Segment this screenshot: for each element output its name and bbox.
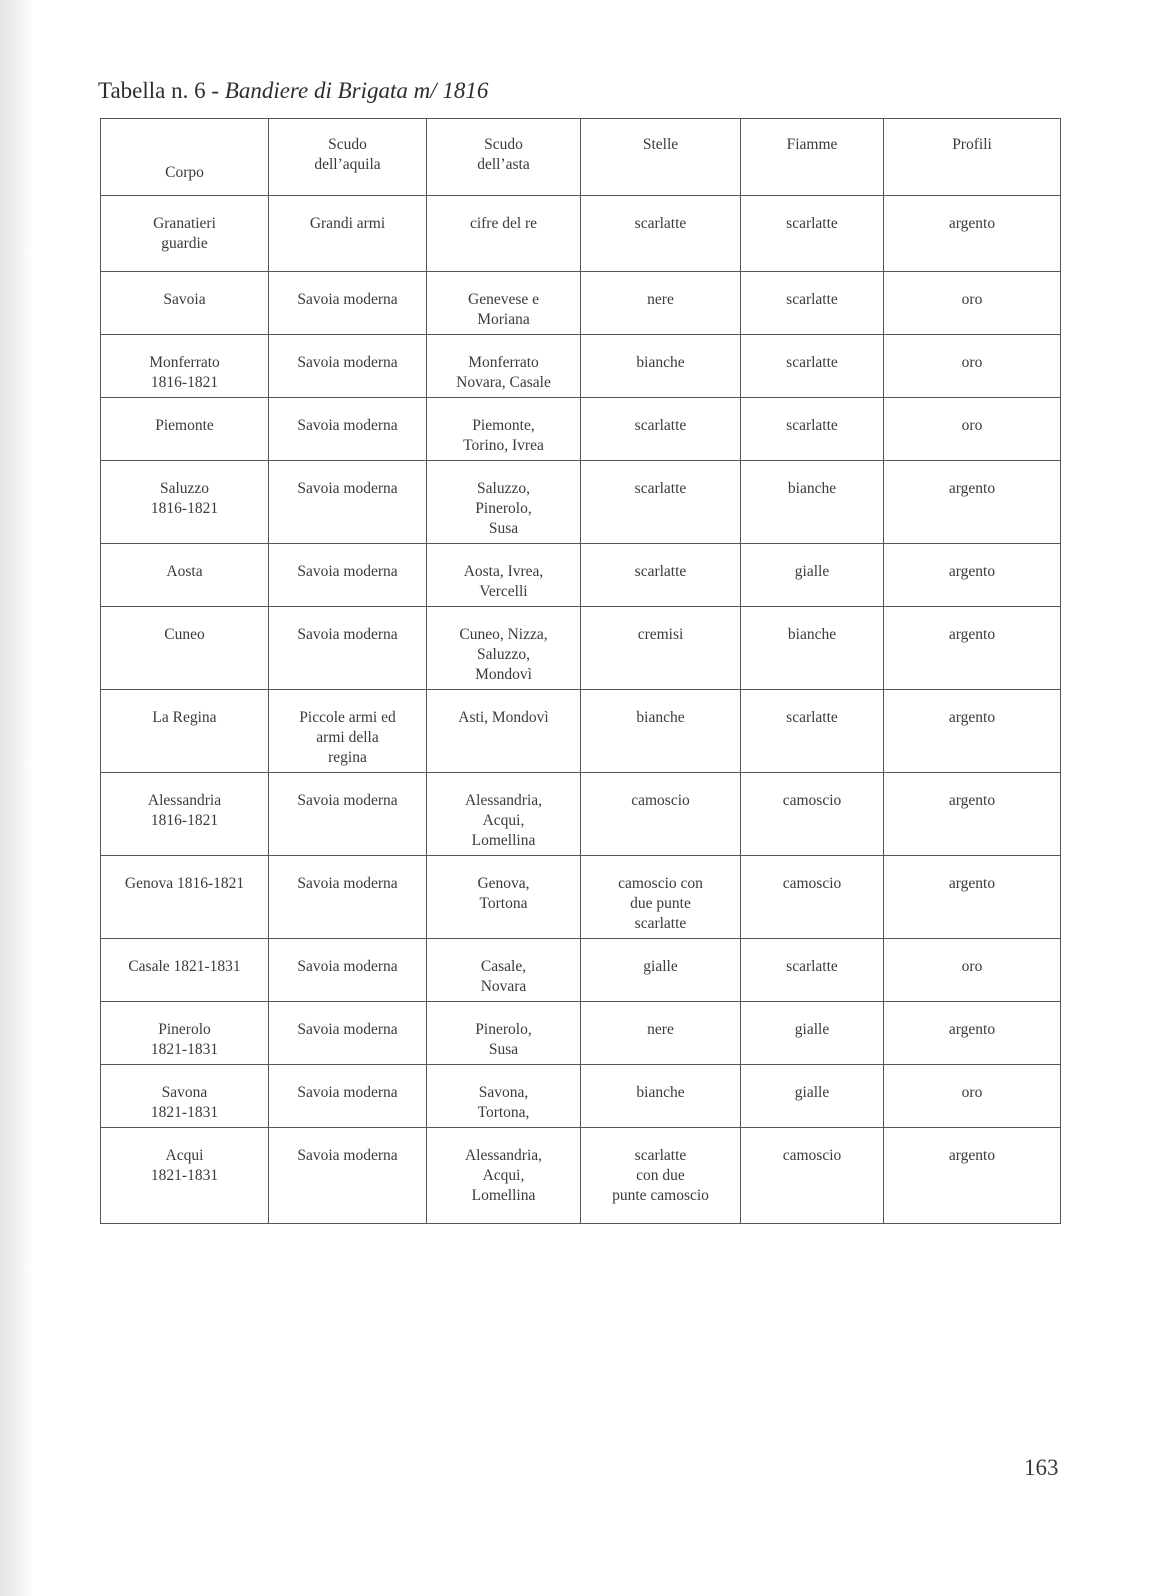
cell-aquila: [269, 773, 427, 856]
cell-corpo: [101, 1065, 269, 1128]
cell-stelle: [581, 335, 741, 398]
cell-fiamme: [741, 461, 884, 544]
cell-fiamme: [741, 1002, 884, 1065]
table-row: [101, 856, 1061, 939]
header-profili: [884, 119, 1061, 196]
table-row: [101, 272, 1061, 335]
cell-profili: [884, 461, 1061, 544]
cell-line: oro: [961, 1084, 983, 1101]
cell-asta: [427, 1002, 581, 1065]
cell-line: cremisi: [637, 626, 684, 643]
cell-line: bianche: [787, 626, 837, 643]
cell-line: Granatieri: [153, 215, 216, 232]
table-row: [101, 1002, 1061, 1065]
cell-line: Casale 1821-1831: [128, 958, 241, 975]
cell-fiamme: [741, 544, 884, 607]
cell-aquila: [269, 398, 427, 461]
cell-asta: [427, 856, 581, 939]
cell-line: scarlatte: [634, 480, 687, 497]
cell-line: argento: [948, 792, 996, 809]
cell-line: Susa: [488, 520, 519, 537]
cell-corpo: [101, 773, 269, 856]
cell-line: Saluzzo: [159, 480, 210, 497]
header-corpo: [101, 119, 269, 196]
cell-aquila: [269, 690, 427, 773]
cell-line: guardie: [161, 235, 208, 252]
cell-asta: [427, 544, 581, 607]
cell-profili: [884, 272, 1061, 335]
cell-line: Grandi armi: [309, 215, 386, 232]
header-line: dell’asta: [477, 156, 530, 173]
cell-stelle: [581, 690, 741, 773]
cell-line: camoscio con: [618, 875, 703, 892]
cell-line: camoscio: [782, 875, 842, 892]
cell-line: argento: [948, 626, 996, 643]
cell-line: Lomellina: [471, 1187, 536, 1204]
cell-aquila: [269, 939, 427, 1002]
cell-asta: [427, 272, 581, 335]
cell-fiamme: [741, 1065, 884, 1128]
cell-line: Savoia moderna: [297, 792, 398, 809]
cell-fiamme: [741, 773, 884, 856]
cell-line: gialle: [794, 1021, 830, 1038]
cell-profili: [884, 607, 1061, 690]
cell-corpo: [101, 1128, 269, 1224]
table-row: [101, 690, 1061, 773]
table-row: [101, 1065, 1061, 1128]
cell-stelle: [581, 196, 741, 272]
cell-profili: [884, 335, 1061, 398]
cell-corpo: [101, 461, 269, 544]
cell-line: Saluzzo,: [477, 646, 530, 663]
cell-corpo: [101, 939, 269, 1002]
cell-line: Savoia moderna: [297, 1021, 398, 1038]
cell-corpo: [101, 544, 269, 607]
header-stelle: [581, 119, 741, 196]
cell-fiamme: [741, 607, 884, 690]
cell-line: Tortona: [479, 895, 528, 912]
cell-line: armi della: [316, 729, 379, 746]
cell-line: Aosta, Ivrea,: [463, 563, 544, 580]
cell-fiamme: [741, 939, 884, 1002]
cell-line: camoscio: [782, 792, 842, 809]
cell-aquila: [269, 607, 427, 690]
cell-line: Saluzzo,: [477, 480, 530, 497]
table-row: [101, 773, 1061, 856]
cell-line: punte camoscio: [612, 1187, 709, 1204]
cell-fiamme: [741, 272, 884, 335]
cell-line: 1821-1831: [150, 1167, 219, 1184]
cell-corpo: [101, 398, 269, 461]
cell-line: Piemonte: [155, 417, 214, 434]
cell-line: 1816-1821: [150, 374, 219, 391]
cell-fiamme: [741, 1128, 884, 1224]
cell-line: Pinerolo,: [475, 1021, 532, 1038]
cell-aquila: [269, 196, 427, 272]
cell-asta: [427, 196, 581, 272]
cell-line: scarlatte: [786, 354, 838, 371]
cell-line: scarlatte: [634, 915, 687, 932]
cell-line: Tortona,: [477, 1104, 530, 1121]
cell-corpo: [101, 690, 269, 773]
cell-aquila: [269, 272, 427, 335]
table-row: [101, 461, 1061, 544]
brigade-flags-table: [100, 118, 1061, 1224]
cell-line: Moriana: [477, 311, 530, 328]
cell-line: Savoia moderna: [297, 875, 398, 892]
cell-line: bianche: [636, 354, 685, 371]
cell-line: Acqui: [165, 1147, 204, 1164]
cell-line: 1816-1821: [150, 500, 219, 517]
cell-line: scarlatte: [634, 563, 687, 580]
caption-title: Bandiere di Brigata m/ 1816: [224, 78, 489, 103]
header-row: [101, 119, 1061, 196]
cell-corpo: [101, 335, 269, 398]
cell-line: Torino, Ivrea: [463, 437, 544, 454]
header-line: Scudo: [328, 136, 367, 153]
cell-line: Pinerolo: [158, 1021, 211, 1038]
cell-line: scarlatte: [634, 417, 687, 434]
cell-fiamme: [741, 398, 884, 461]
cell-line: Savona: [161, 1084, 208, 1101]
cell-line: Alessandria,: [464, 1147, 543, 1164]
cell-line: cifre del re: [469, 215, 538, 232]
cell-line: nere: [647, 1021, 674, 1038]
cell-line: 1821-1831: [150, 1041, 219, 1058]
cell-profili: [884, 690, 1061, 773]
cell-corpo: [101, 272, 269, 335]
cell-line: camoscio: [631, 792, 690, 809]
cell-line: Acqui,: [482, 1167, 525, 1184]
cell-asta: [427, 335, 581, 398]
header-line: Scudo: [484, 136, 523, 153]
cell-line: La Regina: [152, 709, 217, 726]
cell-line: Savona,: [478, 1084, 529, 1101]
cell-line: Asti, Mondovì: [458, 709, 549, 726]
cell-line: scarlatte: [786, 417, 838, 434]
cell-profili: [884, 398, 1061, 461]
cell-line: 1816-1821: [150, 812, 219, 829]
cell-stelle: [581, 773, 741, 856]
table-row: [101, 607, 1061, 690]
cell-line: argento: [948, 875, 996, 892]
cell-profili: [884, 544, 1061, 607]
cell-stelle: [581, 544, 741, 607]
cell-asta: [427, 690, 581, 773]
cell-line: Aosta: [166, 563, 203, 580]
cell-line: camoscio: [782, 1147, 842, 1164]
cell-line: argento: [948, 563, 996, 580]
cell-line: Savoia moderna: [297, 291, 398, 308]
cell-line: oro: [961, 958, 983, 975]
cell-asta: [427, 607, 581, 690]
header-line: Profili: [952, 136, 992, 153]
page-number: 163: [1024, 1455, 1059, 1480]
table-caption: [98, 78, 488, 104]
cell-corpo: [101, 1002, 269, 1065]
header-line: dell’aquila: [314, 156, 381, 173]
cell-stelle: [581, 1002, 741, 1065]
cell-line: Alessandria: [147, 792, 222, 809]
cell-line: Casale,: [480, 958, 527, 975]
cell-fiamme: [741, 690, 884, 773]
cell-line: Alessandria,: [464, 792, 543, 809]
cell-line: argento: [948, 1147, 996, 1164]
cell-line: Savoia moderna: [297, 958, 398, 975]
cell-aquila: [269, 461, 427, 544]
cell-line: Monferrato: [149, 354, 220, 371]
cell-profili: [884, 856, 1061, 939]
table-row: [101, 398, 1061, 461]
cell-fiamme: [741, 335, 884, 398]
cell-corpo: [101, 196, 269, 272]
cell-line: scarlatte: [786, 958, 838, 975]
cell-line: Savoia moderna: [297, 1084, 398, 1101]
cell-line: argento: [948, 1021, 996, 1038]
cell-line: Pinerolo,: [475, 500, 532, 517]
page-gutter-shadow: [0, 0, 34, 1596]
cell-line: Cuneo: [164, 626, 205, 643]
cell-profili: [884, 1065, 1061, 1128]
cell-aquila: [269, 1002, 427, 1065]
cell-line: Savoia moderna: [297, 1147, 398, 1164]
cell-line: con due: [636, 1167, 685, 1184]
cell-stelle: [581, 939, 741, 1002]
cell-line: Savoia moderna: [297, 626, 398, 643]
cell-line: oro: [961, 417, 983, 434]
cell-line: argento: [948, 709, 996, 726]
header-fiamme: [741, 119, 884, 196]
cell-line: Acqui,: [482, 812, 525, 829]
cell-profili: [884, 1128, 1061, 1224]
cell-stelle: [581, 1128, 741, 1224]
header-scudo-aquila: [269, 119, 427, 196]
cell-profili: [884, 1002, 1061, 1065]
cell-aquila: [269, 335, 427, 398]
cell-line: scarlatte: [634, 1147, 687, 1164]
cell-line: argento: [948, 215, 996, 232]
cell-asta: [427, 939, 581, 1002]
cell-line: Genova,: [477, 875, 530, 892]
table-row: [101, 544, 1061, 607]
cell-asta: [427, 461, 581, 544]
header-line: Fiamme: [786, 136, 838, 153]
cell-line: Mondovì: [475, 666, 532, 683]
cell-asta: [427, 1128, 581, 1224]
cell-stelle: [581, 272, 741, 335]
header-line: Stelle: [642, 136, 679, 153]
table-body: [101, 196, 1061, 1224]
cell-stelle: [581, 398, 741, 461]
cell-asta: [427, 1065, 581, 1128]
cell-line: argento: [948, 480, 996, 497]
cell-line: gialle: [794, 563, 830, 580]
cell-line: nere: [647, 291, 674, 308]
cell-line: bianche: [636, 1084, 685, 1101]
cell-aquila: [269, 1065, 427, 1128]
cell-line: Genevese e: [468, 291, 539, 308]
cell-line: Monferrato: [468, 354, 539, 371]
cell-asta: [427, 773, 581, 856]
cell-line: Savoia moderna: [297, 563, 398, 580]
cell-profili: [884, 196, 1061, 272]
cell-line: bianche: [636, 709, 685, 726]
cell-stelle: [581, 461, 741, 544]
cell-line: Piemonte,: [472, 417, 535, 434]
cell-aquila: [269, 1128, 427, 1224]
header-line: Corpo: [165, 164, 204, 181]
cell-line: Savoia: [163, 291, 206, 308]
cell-corpo: [101, 607, 269, 690]
cell-line: bianche: [787, 480, 837, 497]
cell-corpo: [101, 856, 269, 939]
cell-profili: [884, 939, 1061, 1002]
cell-line: Vercelli: [479, 583, 528, 600]
cell-line: gialle: [643, 958, 678, 975]
cell-line: Savoia moderna: [297, 417, 398, 434]
cell-line: Novara: [480, 978, 527, 995]
cell-line: oro: [961, 354, 983, 371]
cell-stelle: [581, 1065, 741, 1128]
table-row: [101, 196, 1061, 272]
cell-line: Savoia moderna: [297, 480, 398, 497]
cell-asta: [427, 398, 581, 461]
cell-fiamme: [741, 856, 884, 939]
cell-line: Cuneo, Nizza,: [459, 626, 548, 643]
cell-profili: [884, 773, 1061, 856]
cell-stelle: [581, 607, 741, 690]
cell-line: scarlatte: [786, 709, 838, 726]
cell-line: regina: [328, 749, 367, 766]
table-row: [101, 335, 1061, 398]
cell-aquila: [269, 856, 427, 939]
table-row: [101, 1128, 1061, 1224]
cell-line: oro: [961, 291, 983, 308]
header-scudo-asta: [427, 119, 581, 196]
cell-line: Novara, Casale: [456, 374, 551, 391]
cell-line: due punte: [630, 895, 691, 912]
cell-line: gialle: [794, 1084, 830, 1101]
cell-line: 1821-1831: [150, 1104, 219, 1121]
cell-line: Susa: [488, 1041, 519, 1058]
cell-line: Piccole armi ed: [299, 709, 396, 726]
caption-prefix: Tabella n. 6 -: [98, 78, 225, 103]
cell-line: Lomellina: [471, 832, 536, 849]
cell-aquila: [269, 544, 427, 607]
cell-fiamme: [741, 196, 884, 272]
cell-line: Savoia moderna: [297, 354, 398, 371]
cell-line: scarlatte: [786, 215, 838, 232]
table-row: [101, 939, 1061, 1002]
cell-line: scarlatte: [634, 215, 687, 232]
cell-stelle: [581, 856, 741, 939]
cell-line: scarlatte: [786, 291, 838, 308]
cell-line: Genova 1816-1821: [124, 875, 245, 892]
